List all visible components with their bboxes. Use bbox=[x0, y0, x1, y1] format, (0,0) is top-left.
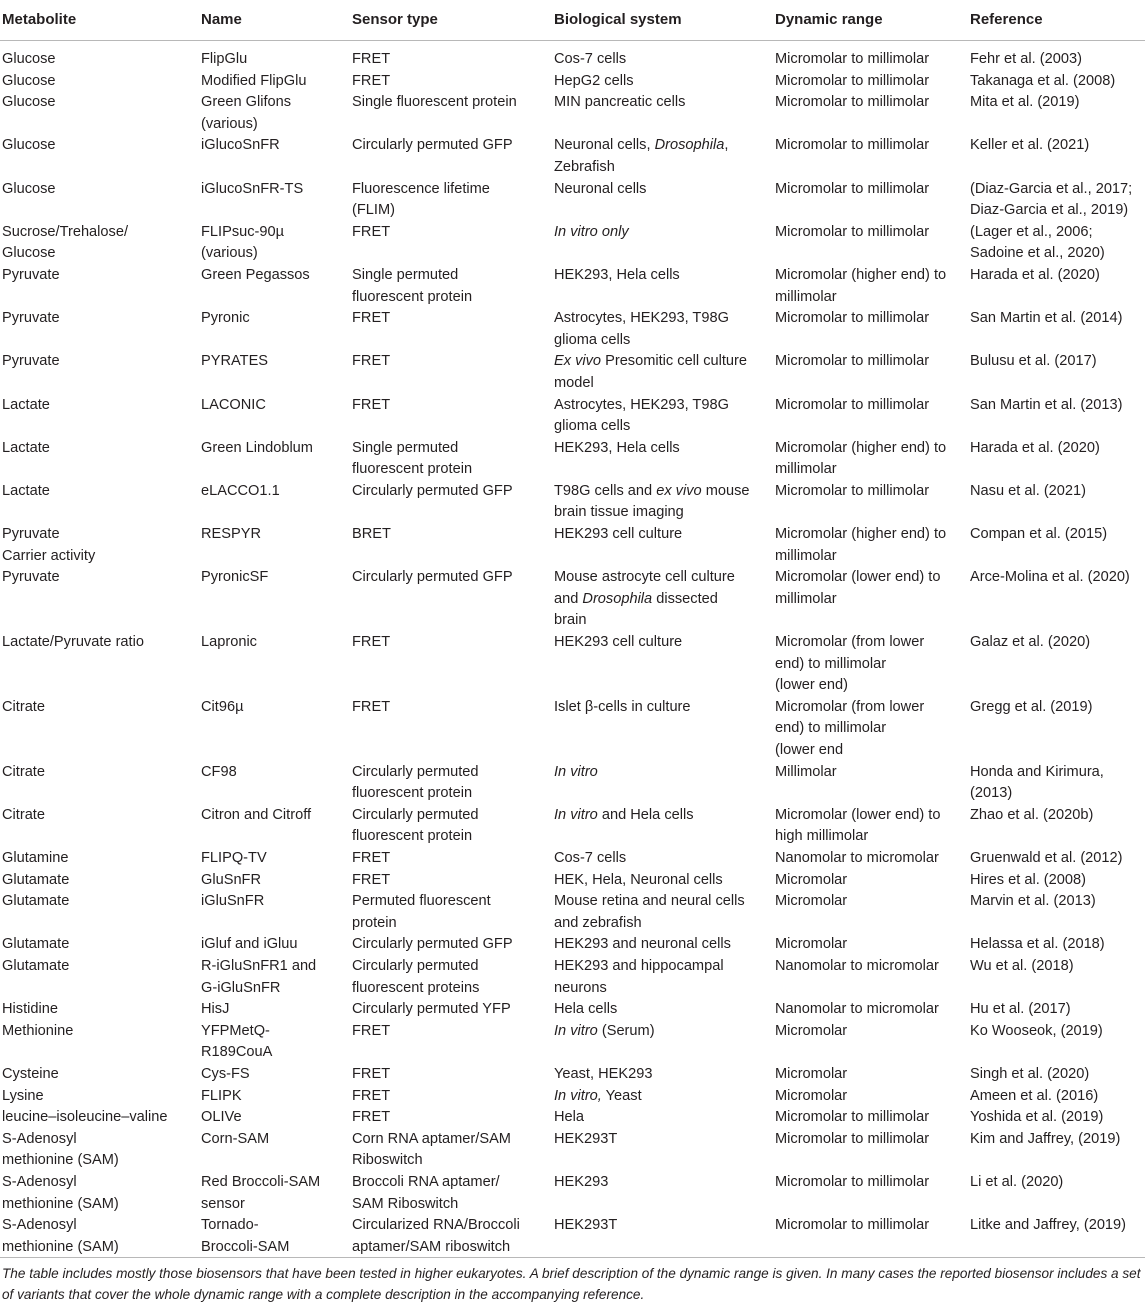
table-row bbox=[0, 805, 1145, 848]
table-row bbox=[0, 697, 1145, 762]
reference-cell: Hires et al. (2008) bbox=[970, 871, 1086, 888]
biological-system-cell: HEK293 cell culture bbox=[554, 634, 683, 651]
biological-system-cell: Ex vivo Presomitic cell culture model bbox=[554, 353, 748, 391]
header-dynamic-range: Dynamic range bbox=[775, 11, 883, 29]
biological-system-cell: HEK293 and neuronal cells bbox=[554, 936, 731, 953]
table-row bbox=[0, 265, 1145, 308]
dynamic-range-cell: Micromolar (higher end) to millimolar bbox=[775, 266, 947, 305]
sensor-type-cell: Circularly permuted GFP bbox=[352, 569, 513, 586]
sensor-type-cell: FRET bbox=[352, 396, 391, 413]
biological-system-cell: HEK293, Hela cells bbox=[554, 266, 680, 283]
reference-cell: Compan et al. (2015) bbox=[970, 526, 1108, 543]
biological-system-cell: Hela bbox=[554, 1109, 585, 1126]
reference-cell: Singh et al. (2020) bbox=[970, 1065, 1090, 1082]
reference-cell: Yoshida et al. (2019) bbox=[970, 1109, 1104, 1126]
sensor-type-cell: Fluorescence lifetime (FLIM) bbox=[352, 180, 490, 219]
name-cell: iGluf and iGluu bbox=[201, 936, 298, 953]
sensor-type-cell: FRET bbox=[352, 223, 391, 240]
metabolite-cell: Pyruvate bbox=[2, 310, 60, 327]
name-cell: Corn-SAM bbox=[201, 1130, 270, 1147]
table-row bbox=[0, 524, 1145, 567]
metabolite-cell: Methionine bbox=[2, 1022, 74, 1039]
sensor-type-cell: FRET bbox=[352, 698, 391, 715]
dynamic-range-cell: Nanomolar to micromolar bbox=[775, 957, 939, 974]
reference-cell: (Diaz-Garcia et al., 2017; Diaz-Garcia et al., 2019) bbox=[970, 180, 1133, 219]
dynamic-range-cell: Micromolar (lower end) to high millimolar bbox=[775, 806, 941, 845]
biological-system-cell: HEK293T bbox=[554, 1217, 618, 1234]
biological-system-cell: T98G cells and ex vivo mouse brain tissue imaging bbox=[554, 482, 750, 521]
dynamic-range-cell: Micromolar bbox=[775, 1022, 848, 1039]
biological-system-cell: HEK293 and hippocampal neurons bbox=[554, 957, 724, 996]
dynamic-range-cell: Micromolar to millimolar bbox=[775, 396, 930, 413]
table-row bbox=[0, 1064, 1145, 1086]
dynamic-range-cell: Micromolar to millimolar bbox=[775, 223, 930, 240]
header-biological-system: Biological system bbox=[554, 11, 682, 29]
metabolite-cell: Glutamate bbox=[2, 871, 70, 888]
biological-system-cell: HepG2 cells bbox=[554, 72, 634, 89]
table-row bbox=[0, 1021, 1145, 1064]
metabolite-cell: S-Adenosyl methionine (SAM) bbox=[2, 1217, 119, 1255]
metabolite-cell: Citrate bbox=[2, 763, 45, 780]
table-bottom-rule bbox=[0, 1257, 1145, 1258]
table-row bbox=[0, 222, 1145, 265]
reference-cell: Ko Wooseok, (2019) bbox=[970, 1022, 1103, 1039]
sensor-type-cell: Circularly permuted YFP bbox=[352, 1001, 511, 1018]
table-row bbox=[0, 395, 1145, 438]
name-cell: HisJ bbox=[201, 1001, 230, 1018]
sensor-type-cell: FRET bbox=[352, 310, 391, 327]
metabolite-cell: Glucose bbox=[2, 180, 56, 197]
sensor-type-cell: FRET bbox=[352, 1109, 391, 1126]
reference-cell: Kim and Jaffrey, (2019) bbox=[970, 1130, 1121, 1147]
reference-cell: Keller et al. (2021) bbox=[970, 137, 1090, 154]
name-cell: Cit96µ bbox=[201, 698, 244, 715]
sensor-type-cell: Circularly permuted GFP bbox=[352, 482, 513, 499]
biological-system-cell: Cos-7 cells bbox=[554, 850, 627, 867]
table-row bbox=[0, 1107, 1145, 1129]
dynamic-range-cell: Micromolar to millimolar bbox=[775, 72, 930, 89]
name-cell: PyronicSF bbox=[201, 569, 269, 586]
metabolite-cell: Lysine bbox=[2, 1087, 44, 1104]
table-row bbox=[0, 351, 1145, 394]
dynamic-range-cell: Micromolar bbox=[775, 871, 848, 888]
reference-cell: Li et al. (2020) bbox=[970, 1173, 1064, 1190]
reference-cell: Mita et al. (2019) bbox=[970, 94, 1080, 111]
metabolite-cell: Glutamate bbox=[2, 936, 70, 953]
reference-cell: Gruenwald et al. (2012) bbox=[970, 850, 1123, 867]
name-cell: Pyronic bbox=[201, 310, 250, 327]
reference-cell: Harada et al. (2020) bbox=[970, 266, 1100, 283]
table-row bbox=[0, 870, 1145, 892]
metabolite-cell: Lactate bbox=[2, 396, 50, 413]
name-cell: eLACCO1.1 bbox=[201, 482, 280, 499]
sensor-type-cell: Circularized RNA/Broccoli aptamer/SAM riboswitch bbox=[352, 1217, 520, 1255]
name-cell: RESPYR bbox=[201, 526, 262, 543]
name-cell: Green Pegassos bbox=[201, 266, 310, 283]
name-cell: FLIPQ-TV bbox=[201, 850, 267, 867]
metabolite-cell: S-Adenosyl methionine (SAM) bbox=[2, 1130, 119, 1169]
biological-system-cell: Mouse astrocyte cell culture and Drosophila dissected brain bbox=[554, 569, 735, 629]
biological-system-cell: Yeast, HEK293 bbox=[554, 1065, 653, 1082]
sensor-type-cell: FRET bbox=[352, 353, 391, 370]
sensor-type-cell: FRET bbox=[352, 1087, 391, 1104]
metabolite-cell: S-Adenosyl methionine (SAM) bbox=[2, 1173, 119, 1212]
sensor-type-cell: Circularly permuted GFP bbox=[352, 936, 513, 953]
dynamic-range-cell: Micromolar to millimolar bbox=[775, 137, 930, 154]
dynamic-range-cell: Nanomolar to micromolar bbox=[775, 850, 939, 867]
name-cell: YFPMetQ- R189CouA bbox=[201, 1022, 273, 1061]
biological-system-cell: MIN pancreatic cells bbox=[554, 94, 686, 111]
dynamic-range-cell: Micromolar to millimolar bbox=[775, 482, 930, 499]
name-cell: iGluSnFR bbox=[201, 893, 265, 910]
table-row bbox=[0, 1172, 1145, 1215]
biological-system-cell: In vitro, Yeast bbox=[554, 1087, 642, 1104]
reference-cell: Fehr et al. (2003) bbox=[970, 51, 1082, 67]
metabolite-cell: Glutamate bbox=[2, 893, 70, 910]
biological-system-cell: In vitro only bbox=[554, 223, 629, 240]
reference-cell: Hu et al. (2017) bbox=[970, 1001, 1071, 1018]
dynamic-range-cell: Micromolar bbox=[775, 1065, 848, 1082]
name-cell: R-iGluSnFR1 and G-iGluSnFR bbox=[201, 957, 317, 996]
table-row bbox=[0, 135, 1145, 178]
biological-system-cell: HEK293 bbox=[554, 1173, 609, 1190]
dynamic-range-cell: Micromolar (from lower end) to millimolar (lower end bbox=[775, 698, 925, 759]
sensor-type-cell: FRET bbox=[352, 51, 391, 67]
reference-cell: Gregg et al. (2019) bbox=[970, 698, 1093, 715]
sensor-type-cell: Broccoli RNA aptamer/ SAM Riboswitch bbox=[352, 1173, 500, 1212]
table-row bbox=[0, 481, 1145, 524]
biological-system-cell: Hela cells bbox=[554, 1001, 618, 1018]
name-cell: GluSnFR bbox=[201, 871, 262, 888]
biological-system-cell: HEK293, Hela cells bbox=[554, 439, 680, 456]
name-cell: PYRATES bbox=[201, 353, 269, 370]
table-row bbox=[0, 71, 1145, 93]
dynamic-range-cell: Micromolar to millimolar bbox=[775, 94, 930, 111]
reference-cell: Bulusu et al. (2017) bbox=[970, 353, 1097, 370]
dynamic-range-cell: Millimolar bbox=[775, 763, 837, 780]
biological-system-cell: Cos-7 cells bbox=[554, 51, 627, 67]
reference-cell: Zhao et al. (2020b) bbox=[970, 806, 1094, 823]
dynamic-range-cell: Micromolar to millimolar bbox=[775, 1217, 930, 1234]
reference-cell: Takanaga et al. (2008) bbox=[970, 72, 1116, 89]
reference-cell: Marvin et al. (2013) bbox=[970, 893, 1096, 910]
dynamic-range-cell: Micromolar bbox=[775, 936, 848, 953]
biological-system-cell: Astrocytes, HEK293, T98G glioma cells bbox=[554, 396, 729, 435]
name-cell: LACONIC bbox=[201, 396, 266, 413]
biological-system-cell: HEK293 cell culture bbox=[554, 526, 683, 543]
name-cell: FlipGlu bbox=[201, 51, 248, 67]
dynamic-range-cell: Micromolar to millimolar bbox=[775, 353, 930, 370]
reference-cell: Litke and Jaffrey, (2019) bbox=[970, 1217, 1127, 1234]
dynamic-range-cell: Micromolar to millimolar bbox=[775, 1109, 930, 1126]
name-cell: FLIPK bbox=[201, 1087, 242, 1104]
metabolite-cell: Histidine bbox=[2, 1001, 58, 1018]
name-cell: Green Lindoblum bbox=[201, 439, 313, 456]
sensor-type-cell: Circularly permuted fluorescent protein bbox=[352, 806, 479, 845]
name-cell: iGlucoSnFR bbox=[201, 137, 280, 154]
reference-cell: Nasu et al. (2021) bbox=[970, 482, 1087, 499]
dynamic-range-cell: Micromolar (higher end) to millimolar bbox=[775, 439, 947, 478]
name-cell: Red Broccoli-SAM sensor bbox=[201, 1173, 321, 1212]
sensor-type-cell: Permuted fluorescent protein bbox=[352, 893, 491, 931]
name-cell: Tornado- Broccoli-SAM bbox=[201, 1217, 290, 1255]
sensor-type-cell: Single fluorescent protein bbox=[352, 94, 517, 111]
metabolite-cell: Glutamine bbox=[2, 850, 69, 867]
sensor-type-cell: FRET bbox=[352, 72, 391, 89]
metabolite-cell: Pyruvate bbox=[2, 266, 60, 283]
biological-system-cell: Islet β-cells in culture bbox=[554, 698, 691, 715]
header-reference: Reference bbox=[970, 11, 1043, 29]
metabolite-cell: Pyruvate bbox=[2, 353, 60, 370]
reference-cell: Helassa et al. (2018) bbox=[970, 936, 1105, 953]
reference-cell: Wu et al. (2018) bbox=[970, 957, 1074, 974]
name-cell: Citron and Citroff bbox=[201, 806, 312, 823]
table-row bbox=[0, 999, 1145, 1021]
header-metabolite: Metabolite bbox=[2, 11, 77, 29]
reference-cell: (Lager et al., 2006; Sadoine et al., 2020) bbox=[970, 223, 1105, 262]
metabolite-cell: Glucose bbox=[2, 51, 56, 67]
sensor-type-cell: Single permuted fluorescent protein bbox=[352, 439, 473, 478]
biological-system-cell: In vitro and Hela cells bbox=[554, 806, 694, 823]
table-body bbox=[0, 49, 1145, 1258]
table-row bbox=[0, 308, 1145, 351]
dynamic-range-cell: Micromolar to millimolar bbox=[775, 180, 930, 197]
table-row bbox=[0, 567, 1145, 632]
sensor-type-cell: Circularly permuted GFP bbox=[352, 137, 513, 154]
metabolite-cell: Pyruvate Carrier activity bbox=[2, 526, 96, 564]
dynamic-range-cell: Micromolar to millimolar bbox=[775, 1173, 930, 1190]
table-row bbox=[0, 632, 1145, 697]
metabolite-cell: Lactate bbox=[2, 482, 50, 499]
dynamic-range-cell: Nanomolar to micromolar bbox=[775, 1001, 939, 1018]
metabolite-cell: Glucose bbox=[2, 137, 56, 154]
biological-system-cell: Mouse retina and neural cells and zebrafish bbox=[554, 893, 745, 931]
name-cell: CF98 bbox=[201, 763, 237, 780]
table-row bbox=[0, 49, 1145, 71]
dynamic-range-cell: Micromolar bbox=[775, 893, 848, 910]
biological-system-cell: Astrocytes, HEK293, T98G glioma cells bbox=[554, 310, 729, 348]
reference-cell: Galaz et al. (2020) bbox=[970, 634, 1091, 651]
sensor-type-cell: FRET bbox=[352, 871, 391, 888]
metabolite-cell: Sucrose/Trehalose/ Glucose bbox=[2, 223, 128, 262]
table-row bbox=[0, 1129, 1145, 1172]
dynamic-range-cell: Micromolar to millimolar bbox=[775, 310, 930, 327]
table-header-row bbox=[0, 0, 1145, 41]
dynamic-range-cell: Micromolar (lower end) to millimolar bbox=[775, 569, 941, 607]
sensor-type-cell: BRET bbox=[352, 526, 391, 543]
metabolite-cell: Lactate/Pyruvate ratio bbox=[2, 634, 144, 651]
table-row bbox=[0, 438, 1145, 481]
dynamic-range-cell: Micromolar bbox=[775, 1087, 848, 1104]
sensor-type-cell: FRET bbox=[352, 634, 391, 651]
table-row bbox=[0, 762, 1145, 805]
biological-system-cell: In vitro (Serum) bbox=[554, 1022, 655, 1039]
table-row bbox=[0, 891, 1145, 934]
name-cell: Cys-FS bbox=[201, 1065, 250, 1082]
reference-cell: Arce-Molina et al. (2020) bbox=[970, 569, 1130, 586]
table-row bbox=[0, 956, 1145, 999]
dynamic-range-cell: Micromolar (from lower end) to millimolar (lower end) bbox=[775, 634, 925, 694]
table-row bbox=[0, 1086, 1145, 1108]
name-cell: Green Glifons (various) bbox=[201, 94, 292, 132]
name-cell: OLIVe bbox=[201, 1109, 242, 1126]
sensor-type-cell: Circularly permuted fluorescent protein bbox=[352, 763, 479, 802]
reference-cell: San Martin et al. (2014) bbox=[970, 310, 1123, 327]
metabolite-cell: Pyruvate bbox=[2, 569, 60, 586]
name-cell: FLIPsuc-90µ (various) bbox=[201, 223, 285, 262]
table-row bbox=[0, 1215, 1145, 1258]
metabolite-cell: Glucose bbox=[2, 94, 56, 111]
table-row bbox=[0, 92, 1145, 135]
metabolite-cell: Citrate bbox=[2, 806, 45, 823]
table-row bbox=[0, 934, 1145, 956]
sensor-type-cell: Corn RNA aptamer/SAM Riboswitch bbox=[352, 1130, 511, 1169]
name-cell: iGlucoSnFR-TS bbox=[201, 180, 304, 197]
biological-system-cell: Neuronal cells, Drosophila, Zebrafish bbox=[554, 137, 729, 175]
metabolite-cell: Lactate bbox=[2, 439, 50, 456]
biological-system-cell: HEK293T bbox=[554, 1130, 618, 1147]
reference-cell: Ameen et al. (2016) bbox=[970, 1087, 1099, 1104]
table-footnote: The table includes mostly those biosensors that have been tested in higher eukaryotes. A brief description of the dynamic range is given. In many cases the reported biosensor includes a set of variants that cover the whole dynamic range with a complete description in the accompanying reference. bbox=[2, 1266, 1141, 1302]
reference-cell: San Martin et al. (2013) bbox=[970, 396, 1123, 413]
table-row bbox=[0, 179, 1145, 222]
metabolite-cell: leucine–isoleucine–valine bbox=[2, 1109, 168, 1126]
table-row bbox=[0, 848, 1145, 870]
biological-system-cell: In vitro bbox=[554, 763, 598, 780]
metabolite-cell: Glucose bbox=[2, 72, 56, 89]
dynamic-range-cell: Micromolar to millimolar bbox=[775, 1130, 930, 1147]
biological-system-cell: Neuronal cells bbox=[554, 180, 647, 197]
sensor-type-cell: Circularly permuted fluorescent proteins bbox=[352, 957, 480, 996]
name-cell: Modified FlipGlu bbox=[201, 72, 307, 89]
sensor-type-cell: FRET bbox=[352, 1065, 391, 1082]
dynamic-range-cell: Micromolar (higher end) to millimolar bbox=[775, 526, 947, 564]
reference-cell: Honda and Kirimura, (2013) bbox=[970, 763, 1104, 802]
metabolite-cell: Cysteine bbox=[2, 1065, 59, 1082]
metabolite-cell: Glutamate bbox=[2, 957, 70, 974]
name-cell: Lapronic bbox=[201, 634, 257, 651]
dynamic-range-cell: Micromolar to millimolar bbox=[775, 51, 930, 67]
reference-cell: Harada et al. (2020) bbox=[970, 439, 1100, 456]
sensor-type-cell: Single permuted fluorescent protein bbox=[352, 266, 473, 305]
header-sensor-type: Sensor type bbox=[352, 11, 438, 29]
biological-system-cell: HEK, Hela, Neuronal cells bbox=[554, 871, 723, 888]
sensor-type-cell: FRET bbox=[352, 850, 391, 867]
metabolite-cell: Citrate bbox=[2, 698, 45, 715]
sensor-type-cell: FRET bbox=[352, 1022, 391, 1039]
header-name: Name bbox=[201, 11, 242, 29]
